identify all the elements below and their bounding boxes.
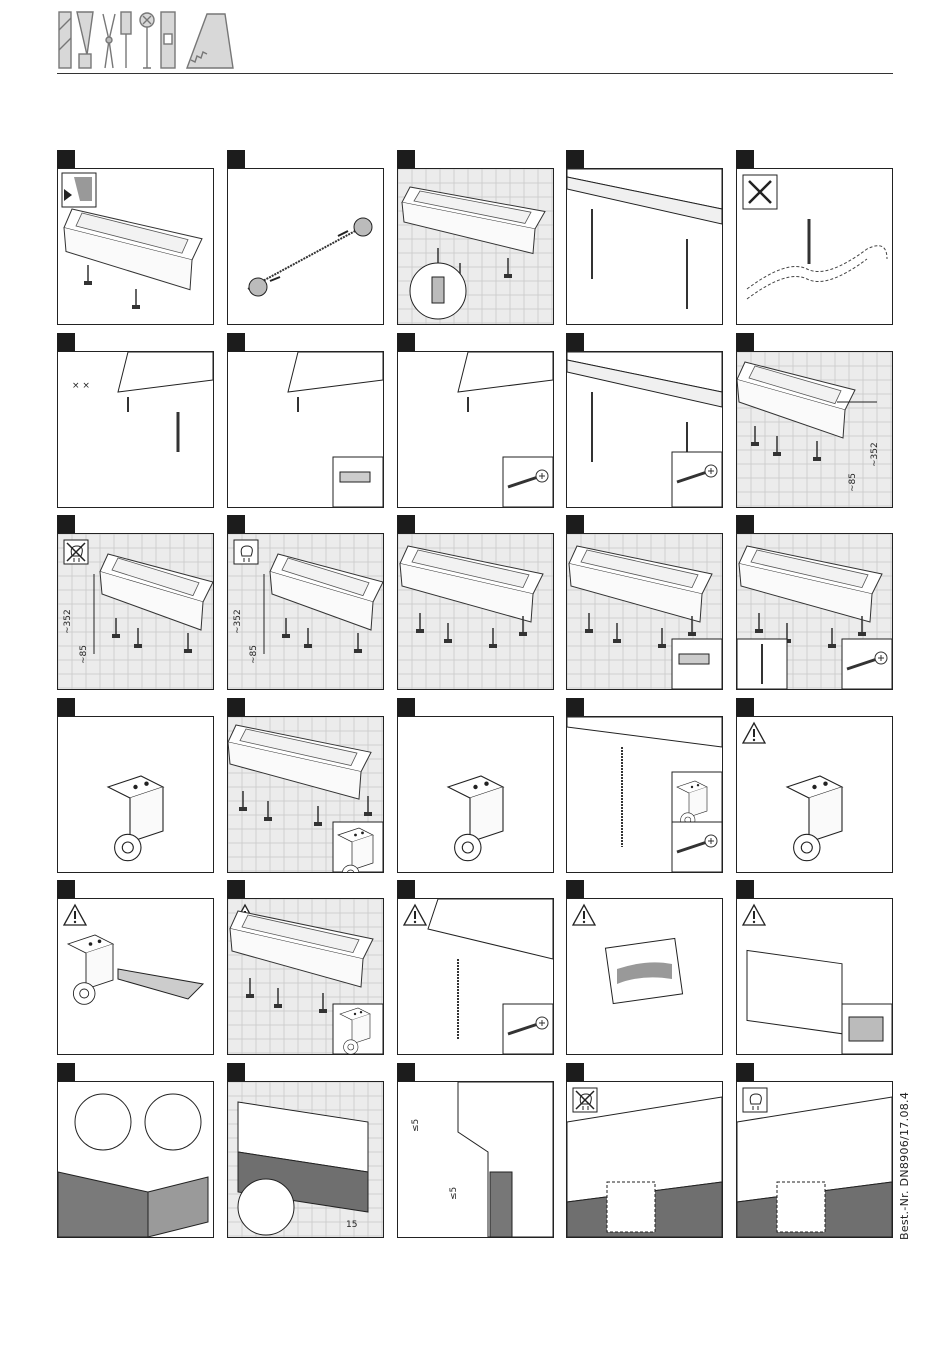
detail-inset (672, 772, 722, 827)
detail-inset (842, 639, 892, 689)
step-number-badge (566, 1063, 584, 1081)
warning-icon (404, 905, 426, 925)
step-number-badge (397, 515, 415, 533)
step-number-badge (736, 1063, 754, 1081)
step-illustration (566, 351, 723, 508)
dimension-label-a: ≤5 (411, 1118, 421, 1132)
step-4 (566, 150, 723, 325)
warning-icon (573, 905, 595, 925)
step-number-badge (227, 1063, 245, 1081)
drill-icon (77, 12, 93, 68)
step-illustration (227, 168, 384, 325)
detail-inset (503, 1004, 553, 1054)
step-illustration (57, 351, 214, 508)
step-number-badge (57, 515, 75, 533)
step-18 (397, 698, 554, 873)
step-21 (57, 880, 214, 1055)
step-illustration (57, 533, 214, 690)
instruction-grid (57, 150, 893, 1240)
dimension-label-b: ~85 (79, 645, 89, 664)
step-number-badge (227, 150, 245, 168)
step-3 (397, 150, 554, 325)
step-illustration (397, 716, 554, 873)
header-rule (57, 73, 893, 74)
step-number-badge (397, 698, 415, 716)
detail-inset (737, 639, 787, 689)
step-illustration (397, 533, 554, 690)
wrench-icon (140, 13, 154, 68)
step-illustration (736, 898, 893, 1055)
step-2 (227, 150, 384, 325)
tub-foot (84, 265, 92, 285)
level-icon (59, 12, 71, 68)
step-16 (57, 698, 214, 873)
light-icon (743, 1088, 767, 1112)
step-illustration (566, 716, 723, 873)
step-number-badge (57, 150, 75, 168)
step-11 (57, 515, 214, 690)
tool-logo (57, 10, 237, 72)
step-19 (566, 698, 723, 873)
panel-icon (605, 938, 682, 1003)
step-24 (566, 880, 723, 1055)
step-illustration (57, 898, 214, 1055)
mounting-bracket (108, 776, 163, 861)
step-number-badge (227, 880, 245, 898)
no-light-icon (573, 1088, 597, 1112)
step-illustration (227, 351, 384, 508)
detail-inset (672, 822, 722, 872)
step-number-badge (736, 515, 754, 533)
step-number-badge (736, 333, 754, 351)
step-22 (227, 880, 384, 1055)
screwdriver-icon (121, 12, 131, 68)
step-illustration (397, 168, 554, 325)
dimension-label-a: ~352 (233, 609, 243, 634)
step-illustration (57, 1081, 214, 1238)
step-illustration (736, 1081, 893, 1238)
detail-inset (333, 1004, 383, 1054)
mounting-bracket (448, 776, 503, 861)
step-number-badge (227, 515, 245, 533)
dimension-label-b: ≤5 (449, 1186, 459, 1200)
step-27 (227, 1063, 384, 1238)
step-17 (227, 698, 384, 873)
step-25 (736, 880, 893, 1055)
detail-inset (672, 452, 722, 507)
step-illustration (227, 898, 384, 1055)
step-illustration (566, 1081, 723, 1238)
step-illustration (397, 351, 554, 508)
step-23 (397, 880, 554, 1055)
step-1 (57, 150, 214, 325)
step-number-badge (566, 698, 584, 716)
pliers-icon (103, 14, 115, 68)
tub-foot (132, 289, 140, 309)
leaflet-icon (62, 173, 96, 207)
order-number: Best.-Nr. DN8906/17.08.4 (898, 1091, 911, 1240)
step-illustration (566, 168, 723, 325)
no-light-icon (64, 540, 88, 564)
detail-inset (672, 639, 722, 689)
no-drill-icon (743, 175, 777, 209)
step-number-badge (57, 698, 75, 716)
step-number-badge (227, 333, 245, 351)
dimension-label: 15 (346, 1220, 358, 1230)
light-icon (234, 540, 258, 564)
step-number-badge (57, 880, 75, 898)
step-12 (227, 515, 384, 690)
step-number-badge (397, 333, 415, 351)
step-number-badge (566, 515, 584, 533)
step-6 (57, 333, 214, 508)
detail-inset (842, 1004, 892, 1054)
step-illustration (227, 716, 384, 873)
step-28 (397, 1063, 554, 1238)
step-illustration (397, 898, 554, 1055)
spirit-level-icon (161, 12, 175, 68)
dimension-label-a: ~352 (63, 609, 73, 634)
bathtub (64, 209, 202, 290)
step-10 (736, 333, 893, 508)
mounting-bracket (68, 935, 113, 1004)
step-number-badge (227, 698, 245, 716)
step-number-badge (57, 1063, 75, 1081)
step-illustration (736, 716, 893, 873)
step-illustration (566, 898, 723, 1055)
warning-icon (743, 905, 765, 925)
mounting-bracket (787, 776, 842, 861)
detail-inset (503, 457, 553, 507)
step-29 (566, 1063, 723, 1238)
step-illustration (227, 533, 384, 690)
step-number-badge (566, 880, 584, 898)
dimension-label: ~85 (848, 473, 858, 492)
step-number-badge (736, 698, 754, 716)
step-8 (397, 333, 554, 508)
step-illustration (57, 716, 214, 873)
step-14 (566, 515, 723, 690)
saw-icon (187, 14, 233, 68)
warning-icon (64, 905, 86, 925)
dimension-label-b: ~85 (249, 645, 259, 664)
step-illustration (57, 168, 214, 325)
step-7 (227, 333, 384, 508)
step-illustration (566, 533, 723, 690)
step-illustration (736, 533, 893, 690)
step-number-badge (736, 150, 754, 168)
step-number-badge (397, 880, 415, 898)
step-number-badge (566, 333, 584, 351)
step-9 (566, 333, 723, 508)
step-illustration (397, 1081, 554, 1238)
step-illustration (736, 168, 893, 325)
drill-marks: × × (72, 381, 90, 391)
step-illustration (227, 1081, 384, 1238)
step-number-badge (566, 150, 584, 168)
step-5 (736, 150, 893, 325)
warning-icon (743, 723, 765, 743)
step-26 (57, 1063, 214, 1238)
detail-inset (333, 457, 383, 507)
step-30 (736, 1063, 893, 1238)
step-number-badge (736, 880, 754, 898)
dimension-label: ~352 (870, 442, 880, 467)
detail-inset (333, 822, 383, 872)
step-number-badge (397, 1063, 415, 1081)
step-illustration (736, 351, 893, 508)
step-13 (397, 515, 554, 690)
step-number-badge (397, 150, 415, 168)
step-20 (736, 698, 893, 873)
step-number-badge (57, 333, 75, 351)
step-15 (736, 515, 893, 690)
